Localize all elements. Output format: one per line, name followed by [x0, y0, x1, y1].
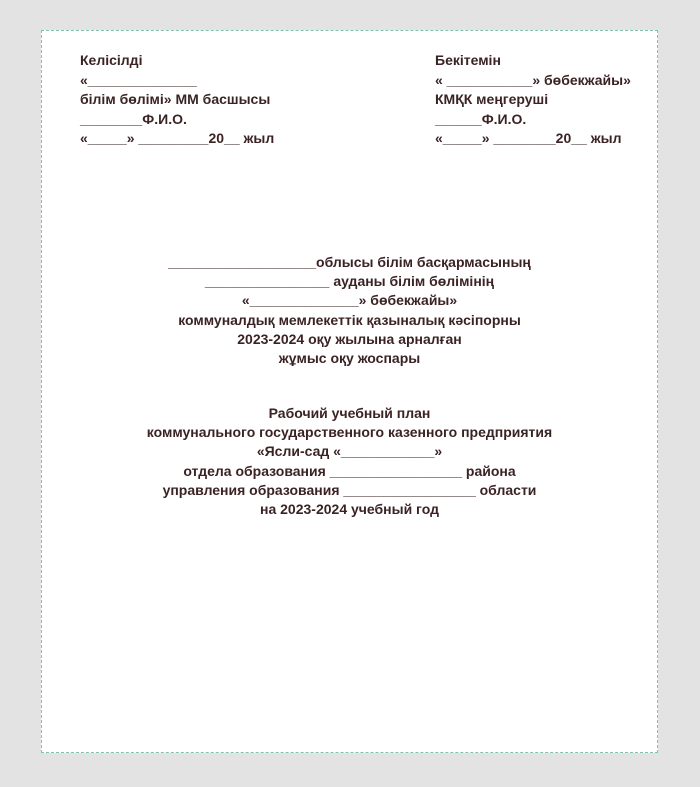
title-kazakh-line: ________________ ауданы білім бөлімінің — [204, 273, 495, 290]
approval-right-organization-blank: « ___________» бөбекжайы» — [435, 71, 631, 88]
approval-right-signature: ______Ф.И.О. — [435, 110, 527, 127]
approval-left-position: білім бөлімі» ММ басшысы — [80, 91, 271, 107]
approval-left-date: «_____» _________20__ жыл — [80, 130, 275, 146]
title-kazakh-line: ___________________облысы білім басқармасының — [168, 254, 531, 270]
title-russian-line: на 2023-2024 учебный год — [260, 501, 439, 518]
title-kazakh-line: жұмыс оқу жоспары — [278, 350, 421, 367]
approval-right-date: «_____» ________20__ жыл — [435, 130, 622, 146]
title-russian-line: Рабочий учебный план — [268, 405, 431, 421]
approval-left-block — [80, 51, 274, 149]
title-russian-line: коммунального государственного казенного предприятия — [146, 424, 553, 441]
title-russian-line: «Ясли-сад «____________» — [256, 443, 443, 460]
approval-left-signature: ________Ф.И.О. — [80, 110, 187, 127]
approval-right-heading: Бекітемін — [435, 52, 501, 68]
title-russian — [42, 404, 657, 519]
title-kazakh — [42, 253, 657, 368]
title-russian-line: отдела образования _________________ района — [183, 462, 516, 479]
title-kazakh-line: коммуналдық мемлекеттік қазыналық кәсіпорны — [178, 311, 521, 328]
title-russian-line: управления образования _________________ области — [162, 481, 537, 498]
approval-left-heading: Келісілді — [80, 52, 143, 68]
document-page — [41, 30, 658, 753]
title-kazakh-line: 2023-2024 оқу жылына арналған — [237, 330, 462, 347]
title-kazakh-line: «______________» бөбекжайы» — [241, 292, 458, 309]
approval-left-organization-blank: «______________ — [80, 71, 197, 88]
approval-right-position: КМҚК меңгеруші — [435, 91, 549, 107]
approval-right-block — [435, 51, 631, 149]
